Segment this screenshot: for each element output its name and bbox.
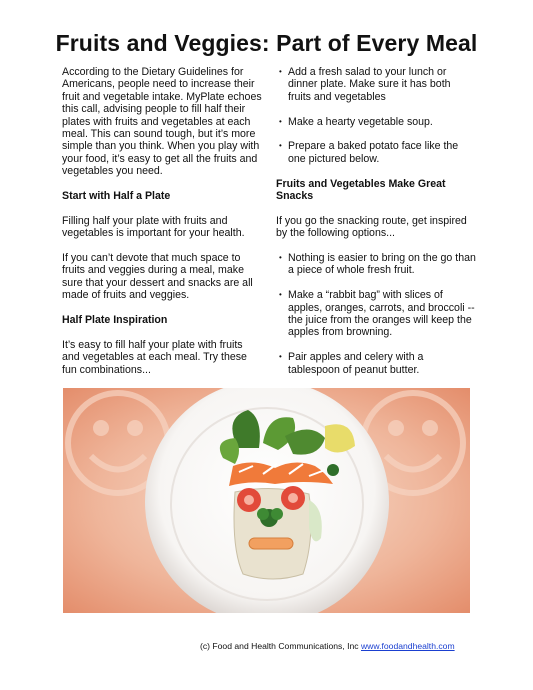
list-item: • Pair apples and celery with a tablespoon of peanut butter. — [279, 351, 424, 376]
footer — [200, 641, 490, 651]
bullet-icon: • — [279, 352, 282, 362]
copyright-text: (c) Food and Health Communications, Inc — [200, 641, 359, 651]
bullet-icon: • — [279, 116, 282, 126]
website-link[interactable]: www.foodandhealth.com — [360, 641, 455, 651]
bullet-icon: • — [279, 253, 282, 263]
list-item: • Nothing is easier to bring on the go than a piece of whole fresh fruit. — [279, 252, 476, 277]
dessert-snacks-paragraph: If you can’t devote that much space to fruits and veggies during a meal, make sure that your dessert and snacks are all made of fruits and veggies. — [62, 252, 253, 302]
snacks-paragraph: If you go the snacking route, get inspired by the following options... — [276, 214, 467, 240]
snack-ideas-list — [276, 252, 476, 376]
page-title: Fruits and Veggies: Part of Every Meal — [55, 30, 478, 56]
photo-illustration — [63, 388, 470, 613]
bullet-icon: • — [279, 67, 282, 76]
heading-half-plate-inspiration: Half Plate Inspiration — [62, 314, 168, 327]
list-item: • Make a “rabbit bag” with slices of apples, oranges, carrots, and broccoli -- the juice from the oranges will keep the apples from browning. — [279, 289, 475, 339]
heading-snacks: Fruits and Vegetables Make Great Snacks — [276, 177, 446, 203]
half-plate-paragraph: Filling half your plate with fruits and vegetables is important for your health. — [62, 214, 245, 240]
list-item: • Add a fresh salad to your lunch or dinner plate. Make sure it has both fruits and vegetables — [279, 66, 451, 103]
list-item: • Prepare a baked potato face like the one pictured below. — [279, 140, 459, 165]
inspiration-paragraph: It’s easy to fill half your plate with fruits and vegetables at each meal. Try these fun combinations... — [62, 338, 247, 376]
baked-potato-face-photo — [63, 388, 470, 613]
left-column — [62, 66, 262, 388]
list-item: • Make a hearty vegetable soup. — [279, 115, 433, 128]
intro-paragraph: According to the Dietary Guidelines for Americans, people need to increase their fruit and vegetable intake. MyPlate echoes this call, advising people to fill half their plates with fruits and vegetables at each meal. This can sound tough, but it’s more simple than you think. When you play with your food, it’s easy to get all the fruits and vegetables you need. — [62, 66, 262, 178]
bullet-icon: • — [279, 290, 282, 300]
right-column — [276, 66, 476, 388]
meal-ideas-list — [276, 66, 476, 165]
heading-start-with-half-plate: Start with Half a Plate — [62, 190, 171, 203]
bullet-icon: • — [279, 141, 282, 151]
